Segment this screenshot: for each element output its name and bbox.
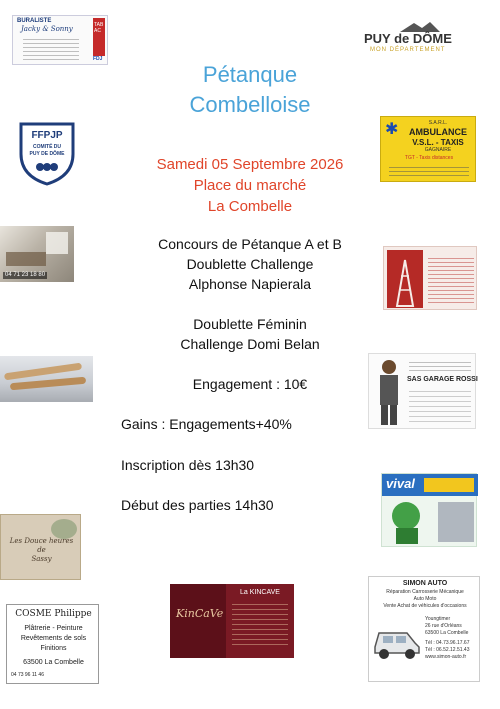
debut-text: Début des parties 14h30 bbox=[121, 497, 274, 513]
vival-hours-box bbox=[424, 478, 474, 492]
kincave-left-panel bbox=[170, 584, 226, 658]
mascot-icon bbox=[386, 498, 436, 546]
restaurant-photo bbox=[0, 226, 74, 282]
douceurs-card bbox=[0, 514, 81, 580]
event-place: Place du marché bbox=[193, 177, 307, 194]
event-date: Samedi 05 Septembre 2026 bbox=[156, 156, 344, 173]
buraliste-logo bbox=[12, 15, 108, 65]
inscription-text: Inscription dès 13h30 bbox=[121, 457, 255, 473]
douceurs-line-3: Sassy bbox=[31, 555, 52, 563]
simon-line-6: 63500 La Combelle bbox=[425, 630, 469, 636]
douceurs-line-1: Les Douce heures bbox=[9, 537, 74, 545]
simon-line-1: Réparation Carrosserie Mécanique bbox=[386, 589, 464, 595]
kincave-name: La KINCAVE bbox=[240, 589, 280, 596]
garage-rossi-card bbox=[368, 353, 476, 429]
engagement-text: Engagement : 10€ bbox=[192, 376, 308, 392]
simon-line-3: Vente Achat de véhicules d'occasions bbox=[383, 603, 467, 609]
ambulance-card bbox=[380, 116, 476, 182]
gains-text: Gains : Engagements+40% bbox=[121, 416, 292, 432]
simon-name: SIMON AUTO bbox=[402, 580, 448, 587]
ambulance-owner: GAGNAIRE bbox=[424, 147, 452, 153]
garage-name: SAS GARAGE ROSSI bbox=[407, 376, 478, 383]
bakery-photo bbox=[0, 356, 93, 402]
concours-line-2: Doublette Challenge bbox=[186, 256, 314, 272]
simon-line-2: Auto Moto bbox=[413, 596, 437, 602]
photo-phone: 04 71 23 18 80 bbox=[5, 272, 46, 278]
simon-auto-card bbox=[368, 576, 480, 682]
cosme-name: COSME Philippe bbox=[15, 609, 92, 619]
cosme-town: 63500 La Combelle bbox=[23, 659, 84, 666]
buraliste-text-lines bbox=[23, 36, 79, 60]
kincave-text-lines bbox=[232, 600, 288, 648]
ambulance-sarl: S.A.R.L. bbox=[428, 120, 448, 126]
cosme-line-2: Revêtements de sols bbox=[20, 635, 87, 642]
kincave-card bbox=[170, 584, 294, 658]
ffpjp-acronym: FFPJP bbox=[31, 130, 63, 141]
simon-line-7: Tél : 04.73.96.17.67 bbox=[425, 640, 470, 646]
buraliste-script: Jacky & Sonny bbox=[21, 25, 73, 33]
douceurs-line-2: de bbox=[37, 546, 46, 554]
cosme-line-1: Plâtrerie - Peinture bbox=[24, 625, 83, 632]
garage-text-lines-bottom bbox=[409, 387, 471, 423]
ffpjp-logo bbox=[18, 118, 76, 186]
car-icon bbox=[371, 617, 421, 661]
tower-icon bbox=[387, 250, 423, 308]
boules-icon bbox=[35, 162, 59, 172]
vival-name: vival bbox=[386, 476, 415, 491]
simon-line-5: 26 rue d'Orléans bbox=[425, 623, 462, 629]
puy-de-dome-main: PUY de DÔME bbox=[364, 31, 452, 46]
douceurs-leaf-decor bbox=[51, 519, 77, 539]
concours-line-3: Alphonse Napierala bbox=[188, 276, 312, 292]
photo-window-shape bbox=[46, 232, 68, 254]
cosme-phone: 04 73 96 11 46 bbox=[11, 672, 44, 678]
puy-de-dome-sub: MON DÉPARTEMENT bbox=[370, 47, 446, 53]
cosme-line-3: Finitions bbox=[40, 645, 67, 652]
baguette-shape-2 bbox=[10, 377, 86, 391]
title-line-2: Combelloise bbox=[189, 92, 311, 117]
red-boutique-text-lines bbox=[428, 255, 474, 303]
ambulance-line-1: AMBULANCE bbox=[409, 127, 467, 137]
feminin-line-2: Challenge Domi Belan bbox=[180, 336, 320, 352]
simon-line-4: Youngtimer bbox=[425, 616, 451, 622]
tabac-label: TABAC bbox=[94, 22, 104, 34]
ambulance-taxis: TGT - Taxis distances bbox=[404, 155, 454, 161]
photo-table-shape bbox=[6, 252, 46, 266]
ffpjp-line-1: COMITÉ DU bbox=[32, 144, 62, 150]
vival-card bbox=[381, 473, 477, 547]
star-of-life-icon: ✱ bbox=[385, 121, 399, 138]
kincave-script: KinCaVe bbox=[176, 607, 224, 620]
title-line-1: Pétanque bbox=[202, 62, 298, 87]
feminin-line-1: Doublette Féminin bbox=[193, 316, 307, 332]
fdj-label: FDJ bbox=[93, 56, 103, 62]
red-boutique-card bbox=[383, 246, 477, 310]
buraliste-name: BURALISTE bbox=[17, 18, 52, 24]
cosme-card bbox=[6, 604, 99, 684]
event-town: La Combelle bbox=[207, 198, 293, 215]
simon-line-9: www.simon-auto.fr bbox=[425, 654, 467, 660]
garage-text-lines-top bbox=[409, 359, 471, 373]
concours-line-1: Concours de Pétanque A et B bbox=[158, 236, 342, 252]
ambulance-line-2: V.S.L. - TAXIS bbox=[412, 138, 464, 147]
ffpjp-line-2: PUY DE DÔME bbox=[29, 151, 65, 157]
ambulance-text-lines bbox=[389, 164, 469, 178]
mechanic-icon bbox=[372, 357, 406, 427]
vival-building-shape bbox=[438, 502, 474, 542]
puy-de-dome-logo bbox=[360, 20, 485, 56]
simon-line-8: Tél : 06.52.12.51.43 bbox=[425, 647, 470, 653]
